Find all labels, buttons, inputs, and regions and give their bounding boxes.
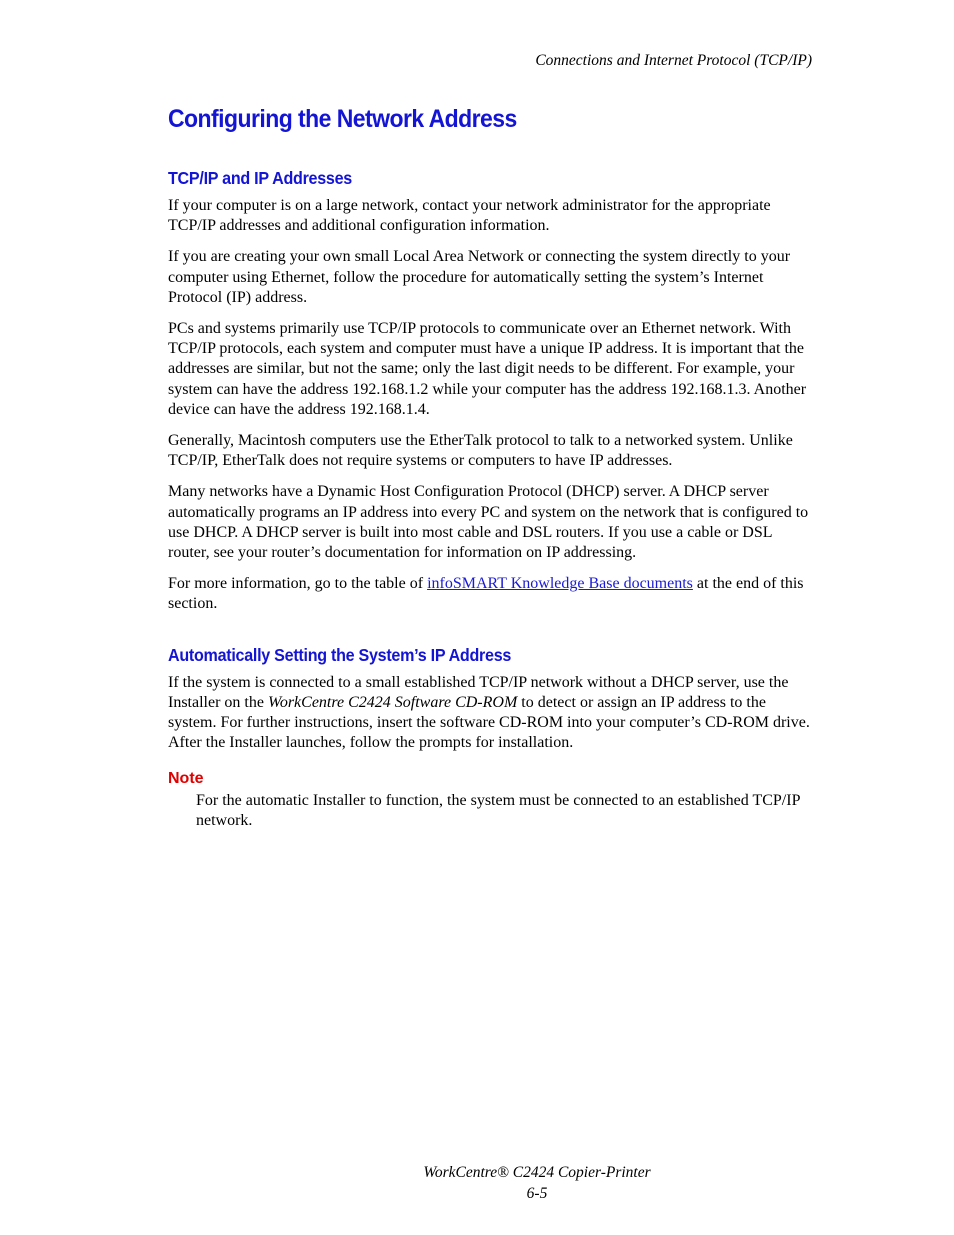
paragraph: If your computer is on a large network, contact your network administrator for the appropriate TCP/IP addresses and additional configuration information. <box>168 197 771 235</box>
infosmart-link[interactable]: infoSMART Knowledge Base documents <box>427 575 693 593</box>
paragraph: Many networks have a Dynamic Host Configuration Protocol (DHCP) server. A DHCP server automatically programs an IP address into every PC and system on the network that is configured to use DHCP. A DHCP server is built into most cable and DSL routers. If you use a cable or DSL router, see your router’s documentation for information on IP addressing. <box>168 483 809 562</box>
text: at the end of this section. <box>168 575 804 613</box>
section-heading-tcpip: TCP/IP and IP Addresses <box>168 168 352 188</box>
note-text: For the automatic Installer to function, the system must be connected to an established TCP/IP network. <box>196 791 800 829</box>
note-label: Note <box>168 770 204 788</box>
paragraph: Generally, Macintosh computers use the EtherTalk protocol to talk to a networked system. Unlike TCP/IP, EtherTalk does not require systems or computers to have IP addresses. <box>168 432 793 470</box>
main-content <box>168 100 816 831</box>
page-footer <box>0 1162 954 1204</box>
text: If the system is connected to a small established TCP/IP network without a DHCP server, use the Installer on the <box>168 673 789 711</box>
running-header: Connections and Internet Protocol (TCP/IP) <box>535 52 812 69</box>
paragraph: If you are creating your own small Local Area Network or connecting the system directly to your computer using Ethernet, follow the procedure for automatically setting the system’s Internet Protocol (IP) address. <box>168 248 791 306</box>
paragraph-installer <box>168 673 816 754</box>
product-cd-name: WorkCentre C2424 Software CD-ROM <box>267 693 518 711</box>
page-title: Configuring the Network Address <box>168 105 517 133</box>
footer-product: WorkCentre® C2424 Copier-Printer <box>423 1164 651 1181</box>
section-heading-auto-ip: Automatically Setting the System’s IP Address <box>168 644 512 665</box>
text: For more information, go to the table of <box>168 575 428 593</box>
paragraph: PCs and systems primarily use TCP/IP protocols to communicate over an Ethernet network. With TCP/IP protocols, each system and computer must have a unique IP address. It is important that the addresses are similar, but not the same; only the last digit needs to be different. For example, your system can have the address 192.168.1.2 while your computer has the address 192.168.1.3. Another device can have the address 192.168.1.4. <box>168 320 807 418</box>
paragraph-more-info <box>168 574 816 614</box>
text: to detect or assign an IP address to the system. For further instructions, insert the software CD-ROM into your computer’s CD-ROM drive. After the Installer launches, follow the prompts for installation. <box>168 693 810 752</box>
page-number: 6-5 <box>526 1185 548 1202</box>
